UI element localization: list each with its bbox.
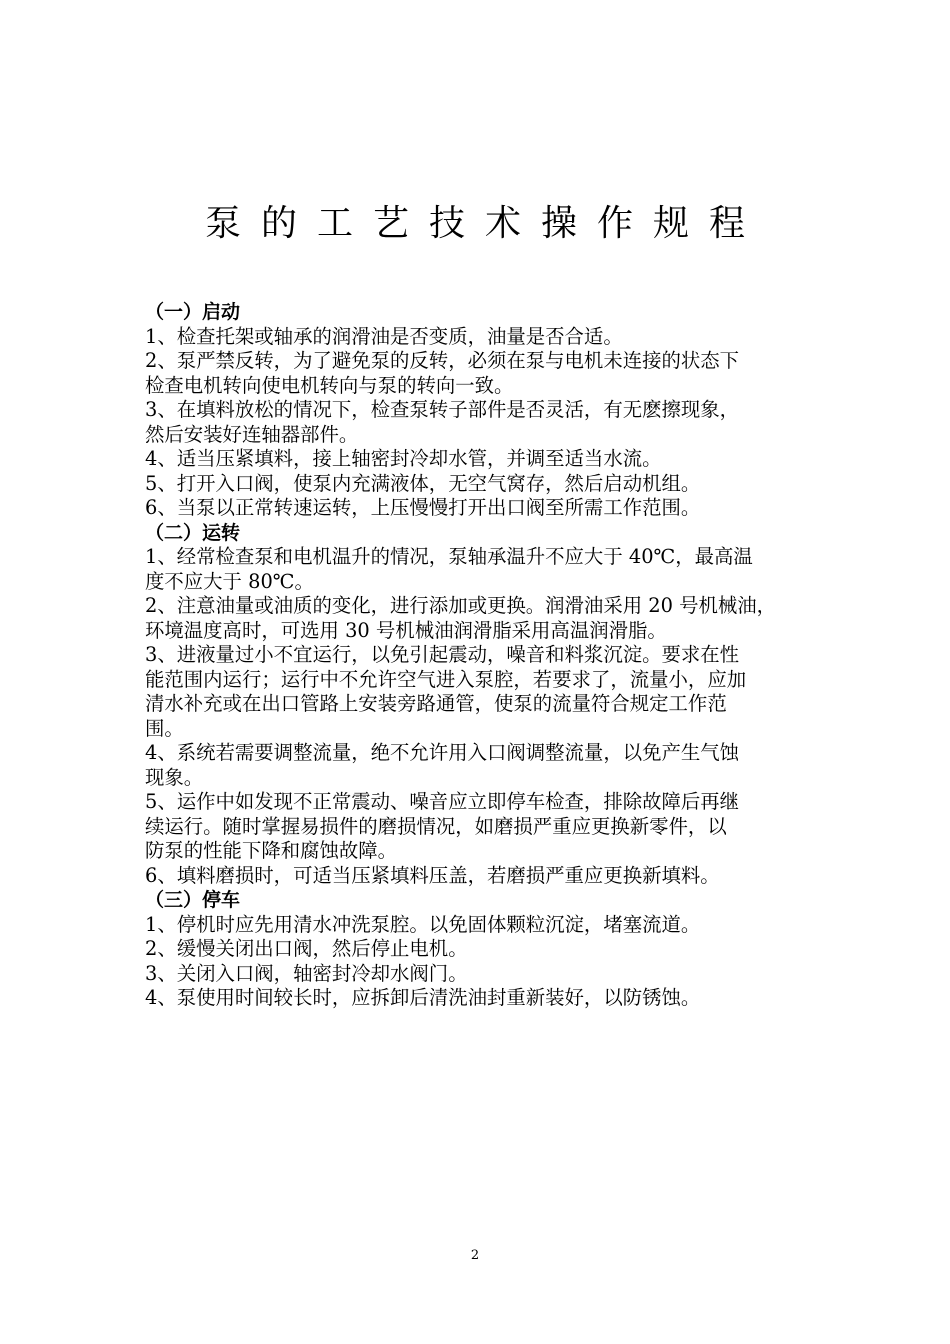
body-text-line: 清水补充或在出口管路上安装旁路通管，使泵的流量符合规定工作范 bbox=[145, 692, 727, 715]
body-text-line: 4、系统若需要调整流量，绝不允许用入口阀调整流量，以免产生气蚀 bbox=[145, 741, 740, 764]
section-heading: （三）停车 bbox=[145, 889, 241, 911]
body-text-line: 续运行。随时掌握易损件的磨损情况，如磨损严重应更换新零件，以 bbox=[145, 814, 727, 838]
document-body bbox=[145, 300, 815, 1011]
section-heading: （二）运转 bbox=[145, 521, 241, 544]
body-text-line: 防泵的性能下降和腐蚀故障。 bbox=[145, 839, 398, 862]
body-text-line: 4、泵使用时间较长时，应拆卸后清洗油封重新装好，以防锈蚀。 bbox=[145, 986, 701, 1009]
body-text-line: 2、泵严禁反转，为了避免泵的反转，必须在泵与电机未连接的状态下 bbox=[145, 349, 740, 372]
page-number: 2 bbox=[470, 1248, 480, 1263]
body-text-line: 环境温度高时，可选用 30 号机械油润滑脂采用高温润滑脂。 bbox=[145, 618, 667, 642]
body-text-line: 检查电机转向使电机转向与泵的转向一致。 bbox=[145, 373, 514, 397]
body-text-line: 1、经常检查泵和电机温升的情况，泵轴承温升不应大于 40℃，最高温 bbox=[145, 545, 753, 568]
body-text-line: 4、适当压紧填料，接上轴密封冷却水管，并调至适当水流。 bbox=[145, 447, 662, 470]
body-text-line: 度不应大于 80℃。 bbox=[145, 569, 314, 593]
body-text-line: 能范围内运行；运行中不允许空气进入泵腔，若要求了，流量小，应加 bbox=[145, 667, 747, 691]
section-heading: （一）启动 bbox=[145, 301, 241, 323]
body-text-line: 6、当泵以正常转速运转，上压慢慢打开出口阀至所需工作范围。 bbox=[145, 496, 701, 519]
body-text-line: 3、关闭入口阀，轴密封冷却水阀门。 bbox=[145, 961, 468, 985]
body-text-line: 3、在填料放松的情况下，检查泵转子部件是否灵活，有无麽擦现象， bbox=[145, 398, 740, 421]
body-text-line: 1、检查托架或轴承的润滑油是否变质，油量是否合适。 bbox=[145, 324, 623, 348]
body-text-line: 现象。 bbox=[145, 765, 204, 789]
document-title: 泵的工艺技术操作规程 bbox=[204, 203, 765, 244]
body-text-line: 3、进液量过小不宜运行，以免引起震动，噪音和料浆沉淀。要求在性 bbox=[145, 643, 740, 666]
body-text-line: 围。 bbox=[145, 716, 184, 740]
body-text-line: 2、缓慢关闭出口阀，然后停止电机。 bbox=[145, 937, 468, 960]
body-text-line: 然后安装好连轴器部件。 bbox=[145, 422, 359, 446]
body-text-line: 5、打开入口阀，使泵内充满液体，无空气窝存，然后启动机组。 bbox=[145, 471, 701, 495]
body-text-line: 6、填料磨损时，可适当压紧填料压盖，若磨损严重应更换新填料。 bbox=[145, 863, 720, 887]
body-text-line: 1、停机时应先用清水冲洗泵腔。以免固体颗粒沉淀，堵塞流道。 bbox=[145, 912, 701, 936]
body-text-line: 5、运作中如发现不正常震动、噪音应立即停车检查，排除故障后再继 bbox=[145, 790, 740, 813]
body-text-line: 2、注意油量或油质的变化，进行添加或更换。润滑油采用 20 号机械油， bbox=[145, 594, 777, 617]
